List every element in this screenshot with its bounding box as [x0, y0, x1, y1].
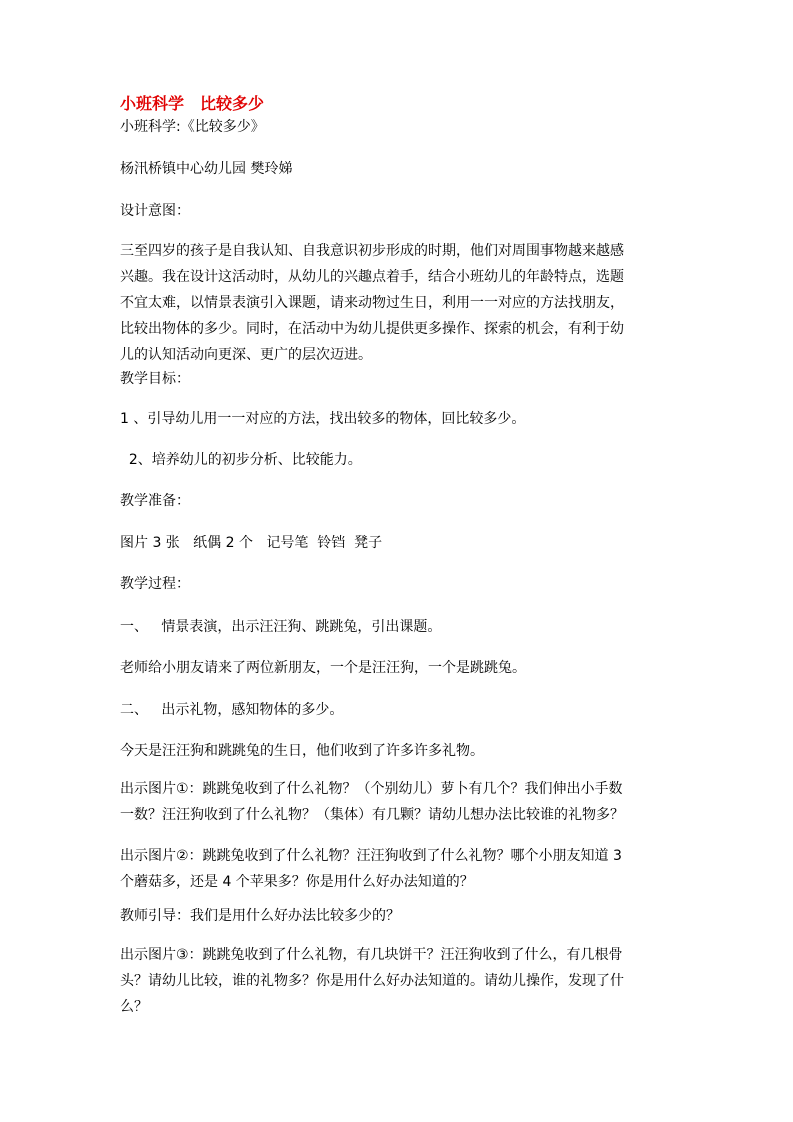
picture-3-paragraph: [120, 942, 680, 1020]
document-title: 小班科学 比较多少: [120, 94, 265, 113]
design-line: 儿的认知活动向更深、更广的层次迈进。: [120, 347, 372, 363]
goals-heading: 教学目标：: [120, 371, 190, 387]
step-heading: 一、 情景表演，出示汪汪狗、跳跳兔，引出课题。: [120, 619, 442, 635]
step-text: 老师给小朋友请来了两位新朋友，一个是汪汪狗，一个是跳跳兔。: [120, 660, 526, 676]
picture-2-paragraph: [120, 843, 680, 895]
design-heading: 设计意图：: [120, 203, 190, 219]
design-line: 比较出物体的多少。同时，在活动中为幼儿提供更多操作、探索的机会，有利于幼: [120, 321, 624, 337]
picture-3-line: 头？请幼儿比较，谁的礼物多？你是用什么好办法知道的。请幼儿操作，发现了什: [120, 973, 624, 989]
picture-2-line: 个蘑菇多，还是 4 个苹果多？你是用什么好办法知道的？: [120, 874, 474, 890]
picture-3-line: 么？: [120, 999, 148, 1015]
prep-items: 图片 3 张 纸偶 2 个 记号笔 铃铛 凳子: [120, 535, 383, 551]
picture-3-line: 出示图片③：跳跳兔收到了什么礼物，有几块饼干？汪汪狗收到了什么，有几根骨: [120, 947, 623, 963]
picture-1-line: 一数？汪汪狗收到了什么礼物？（集体）有几颗？请幼儿想办法比较谁的礼物多？: [120, 807, 624, 823]
step-text: 今天是汪汪狗和跳跳兔的生日，他们收到了许多许多礼物。: [120, 743, 484, 759]
document-subtitle: 小班科学:《比较多少》: [120, 119, 265, 135]
picture-1-line: 出示图片①：跳跳兔收到了什么礼物？（个别幼儿）萝卜有几个？我们伸出小手数: [120, 781, 623, 797]
picture-2-line: 出示图片②：跳跳兔收到了什么礼物？汪汪狗收到了什么礼物？哪个小朋友知道 3: [120, 848, 622, 864]
design-paragraph: [120, 238, 680, 368]
prep-heading: 教学准备：: [120, 493, 190, 509]
step-heading: 二、 出示礼物，感知物体的多少。: [120, 702, 344, 718]
design-line: 不宜太难，以情景表演引入课题，请来动物过生日，利用一一对应的方法找朋友，: [120, 295, 624, 311]
process-heading: 教学过程：: [120, 576, 190, 592]
design-line: 三至四岁的孩子是自我认知、自我意识初步形成的时期，他们对周围事物越来越感: [120, 243, 624, 259]
goal-item: 1 、引导幼儿用一一对应的方法，找出较多的物体，回比较多少。: [120, 411, 526, 427]
design-line: 兴趣。我在设计这活动时，从幼儿的兴趣点着手，结合小班幼儿的年龄特点，选题: [120, 269, 624, 285]
author-line: 杨汛桥镇中心幼儿园 樊玲娣: [120, 161, 293, 177]
teacher-guide: 教师引导：我们是用什么好办法比较多少的？: [120, 908, 400, 924]
picture-1-paragraph: [120, 776, 680, 828]
goal-item: 2、培养幼儿的初步分析、比较能力。: [120, 452, 362, 468]
